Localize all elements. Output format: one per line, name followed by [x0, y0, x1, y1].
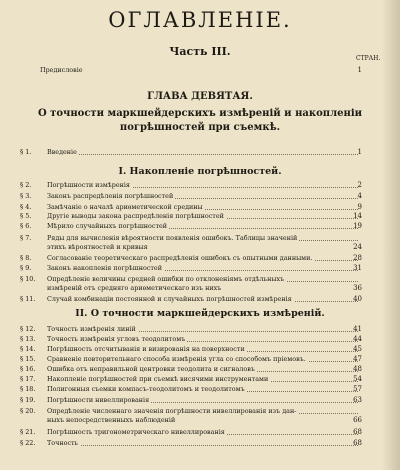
section-number: § 18. [20, 385, 36, 393]
entry-label-continued: ныхъ непосредственныхъ наблюденій [47, 416, 176, 424]
entry-page: 19 [353, 222, 362, 230]
entry-label: Законъ распредѣленія погрѣшностей [47, 192, 174, 200]
section-number: § 8. [20, 254, 32, 262]
toc-row[interactable] [0, 385, 400, 394]
entry-label: Случай комбинаціи постоянной и случайныхъ погрѣшностей измѣренія [47, 295, 292, 303]
entry-page: 36 [353, 284, 362, 292]
toc-row[interactable] [0, 203, 400, 212]
page-title: ОГЛАВЛЕНІЕ. [108, 8, 292, 32]
toc-row[interactable] [0, 264, 400, 273]
entry-label: Точность измѣренія угловъ теодолитомъ [47, 335, 186, 343]
entry-page: 63 [353, 396, 362, 404]
section2-heading: II. О точности маркшейдерскихъ измѣреній. [75, 308, 325, 319]
entry-page: 68 [353, 439, 362, 447]
section-number: § 3. [20, 192, 32, 200]
section-number: § 14. [20, 345, 36, 353]
toc-row[interactable] [0, 345, 400, 354]
page-column-label: СТРАН. [356, 55, 381, 62]
entry-label: Точность измѣренія линій [47, 325, 136, 333]
entry-page: 66 [353, 416, 362, 424]
part-heading: Часть III. [169, 45, 231, 58]
leader-dots [47, 154, 358, 155]
section-number: § 10. [20, 275, 36, 283]
toc-row[interactable] [0, 192, 400, 201]
entry-label: Погрѣшность тригонометрическаго нивеллированія [47, 428, 225, 436]
section-number: § 15. [20, 355, 36, 363]
entry-page: 68 [353, 428, 362, 436]
entry-page: 41 [353, 325, 362, 333]
entry-label: Полигонныя съемки компасъ-теодолитомъ и теодолитомъ [47, 385, 245, 393]
entry-label: Опредѣленіе численнаго значенія погрѣшности нивеллированія изъ дан- [47, 407, 297, 415]
entry-page: 2 [357, 181, 362, 189]
entry-label: Сравненіе повторительнаго способа измѣренія угла со способомъ пріемовъ. [47, 355, 306, 363]
entry-label-continued: измѣреній отъ средняго ариѳметическаго изъ нихъ [47, 284, 222, 292]
entry-page: 44 [353, 335, 362, 343]
intro-page: 1 [357, 148, 362, 156]
section-number: § 4. [20, 203, 32, 211]
toc-row[interactable] [0, 234, 400, 251]
entry-page: 40 [353, 295, 362, 303]
section-number: § 7. [20, 234, 32, 242]
entry-page: 28 [353, 254, 362, 262]
entry-label: Мѣрило случайныхъ погрѣшностей [47, 222, 168, 230]
entry-label: Погрѣшности нивеллированія [47, 396, 150, 404]
toc-row[interactable] [0, 212, 400, 221]
section-number: § 20. [20, 407, 36, 415]
section-number: § 12. [20, 325, 36, 333]
entry-label-continued: этихъ вѣроятностей и кривыя [47, 243, 148, 251]
entry-page: 24 [353, 243, 362, 251]
entry-label: Согласованіе теоретическаго распредѣленія ошибокъ съ опытными данными. [47, 254, 313, 262]
section-number: § 11. [20, 295, 36, 303]
entry-label: Ошибка отъ неправильной центровки теодолита и сигналовъ [47, 365, 255, 373]
section-number: § 16. [20, 365, 36, 373]
entry-page: 54 [353, 375, 362, 383]
entry-page: 14 [353, 212, 362, 220]
entry-page: 9 [357, 203, 362, 211]
entry-label: Другіе выводы закона распредѣленія погрѣшностей [47, 212, 224, 220]
entry-page: 47 [353, 355, 362, 363]
toc-row[interactable] [0, 365, 400, 374]
page-shadow [382, 0, 400, 470]
entry-label: Ряды для вычисленія вѣроятности появленія ошибокъ. Таблицы значеній [47, 234, 298, 242]
toc-row[interactable] [0, 275, 400, 292]
section-number: § 1. [20, 148, 32, 156]
toc-row[interactable] [0, 396, 400, 405]
intro-row[interactable] [0, 148, 400, 157]
entry-page: 31 [353, 264, 362, 272]
intro-label: Введеніе [47, 148, 77, 156]
section1-heading: I. Накопленіе погрѣшностей. [118, 166, 282, 177]
leader-dots [47, 445, 358, 446]
section-number: § 17. [20, 375, 36, 383]
entry-page: 4 [357, 192, 362, 200]
entry-label: Опредѣленіе величины средней ошибки по отклоненіямъ отдѣльныхъ [47, 275, 285, 283]
entry-label: Погрѣшности измѣренія [47, 181, 130, 189]
entry-label: Погрѣшность отсчитыванія и визированія на поверхности [47, 345, 245, 353]
toc-row[interactable] [0, 428, 400, 437]
entry-page: 48 [353, 365, 362, 373]
toc-row[interactable] [0, 181, 400, 190]
section-number: § 6. [20, 222, 32, 230]
toc-row[interactable] [0, 222, 400, 231]
section-number: § 13. [20, 335, 36, 343]
toc-row[interactable] [0, 355, 400, 364]
entry-page: 57 [353, 385, 362, 393]
preface-page: 1 [357, 66, 362, 74]
entry-label: Замѣчаніе о началѣ ариѳметической средины [47, 203, 203, 211]
chapter-subtitle: О точности маркшейдерскихъ измѣреній и накопленіи погрѣшностей при съемкѣ. [37, 108, 363, 133]
entry-label: Законъ накопленія погрѣшностей [47, 264, 162, 272]
preface-row[interactable] [0, 66, 400, 75]
section-number: § 19. [20, 396, 36, 404]
entry-label: Точность [47, 439, 79, 447]
toc-row[interactable] [0, 407, 400, 424]
toc-row[interactable] [0, 335, 400, 344]
section-number: § 22. [20, 439, 36, 447]
toc-row[interactable] [0, 295, 400, 304]
toc-row[interactable] [0, 439, 400, 448]
chapter-heading: ГЛАВА ДЕВЯТАЯ. [147, 91, 253, 102]
section-number: § 21. [20, 428, 36, 436]
section-number: § 2. [20, 181, 32, 189]
preface-label: Предисловіе [40, 66, 83, 74]
toc-row[interactable] [0, 375, 400, 384]
toc-row[interactable] [0, 325, 400, 334]
section-number: § 5. [20, 212, 32, 220]
entry-label: Накопленіе погрѣшностей при съемкѣ висячими инструментами [47, 375, 269, 383]
entry-page: 45 [353, 345, 362, 353]
section-number: § 9. [20, 264, 32, 272]
toc-row[interactable] [0, 254, 400, 263]
